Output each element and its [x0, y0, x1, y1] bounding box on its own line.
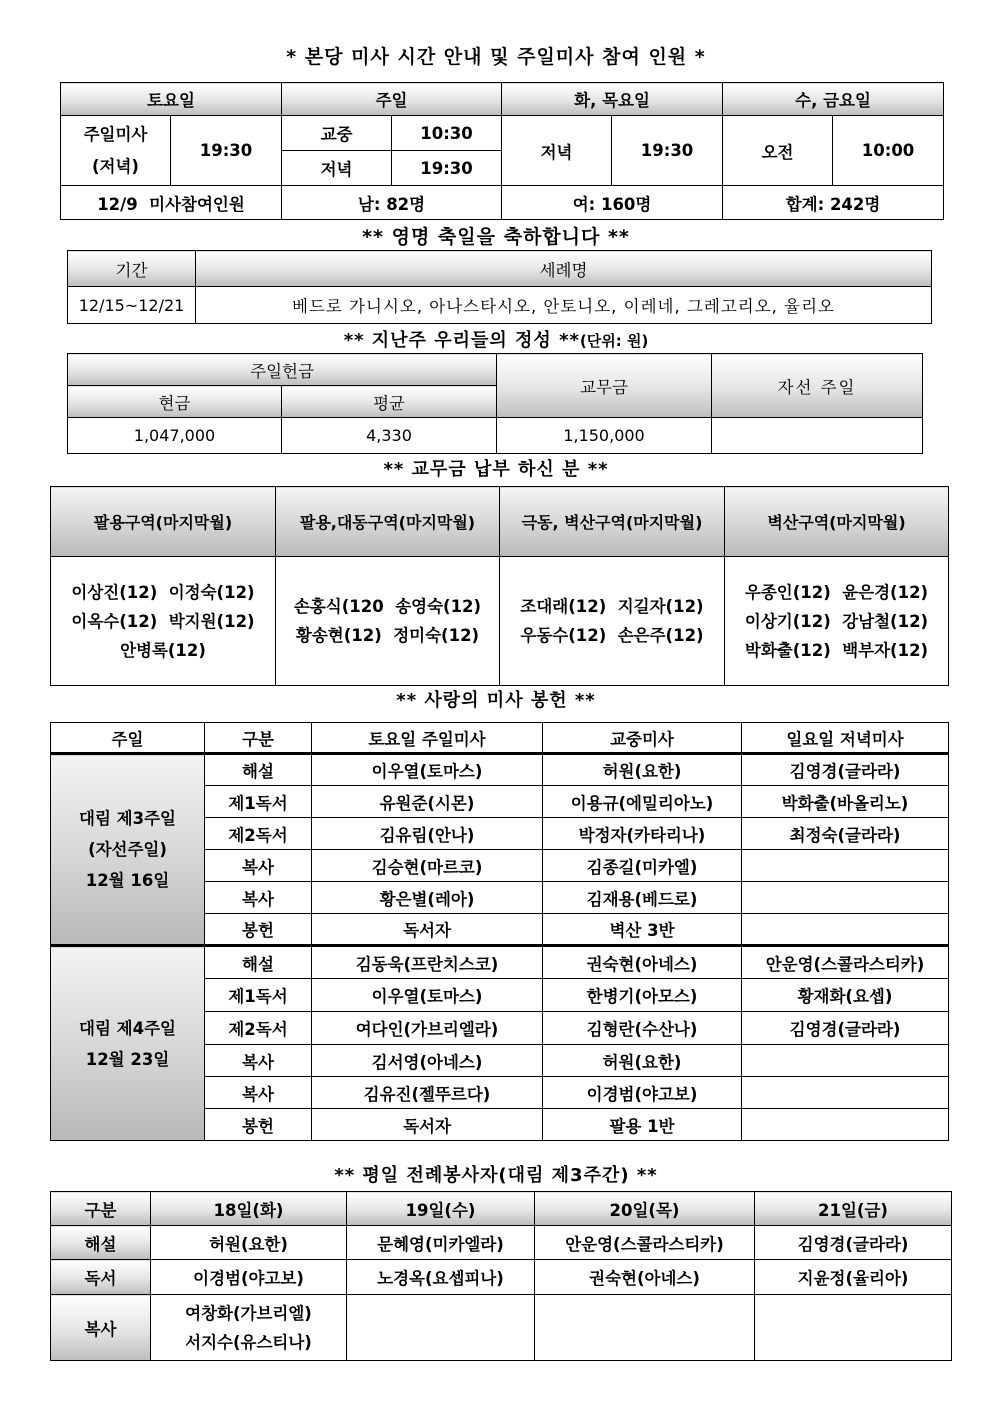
feast-table	[67, 250, 932, 324]
weekday-title: ** 평일 전례봉사자(대림 제3주간) **	[334, 1165, 658, 1186]
weekday-role-commentary: 해설	[51, 1226, 151, 1260]
love-header-main: 교중미사	[543, 723, 742, 754]
role-cell: 해설	[205, 946, 312, 979]
dues-header-geukdong-byeoksan: 극동, 벽산구역(마지막월)	[500, 487, 725, 557]
saturday-cell: 김서영(아네스)	[312, 1045, 543, 1077]
evening-cell: 황재화(요셉)	[742, 979, 949, 1012]
main-cell: 권숙현(아네스)	[543, 946, 742, 979]
sunday-main-time: 10:30	[392, 116, 502, 151]
weekday-header-wed: 19일(수)	[347, 1192, 535, 1226]
weekday-cell	[755, 1295, 952, 1361]
tue-thu-time: 19:30	[612, 116, 723, 186]
saturday-label-line1: 주일미사	[83, 124, 148, 144]
offering-unit: (단위: 원)	[579, 332, 649, 350]
dues-line: 황송현(12) 정미숙(12)	[295, 626, 480, 645]
saturday-time: 19:30	[171, 116, 282, 186]
dues-list-byeoksan	[725, 557, 949, 686]
week-label-line: 12월 23일	[85, 1049, 170, 1069]
dues-title: ** 교무금 납부 하신 분 **	[383, 459, 609, 480]
love-header-role: 구분	[205, 723, 312, 754]
weekday-cell: 안운영(스콜라스티카)	[535, 1226, 755, 1260]
dues-header-byeoksan: 벽산구역(마지막월)	[725, 487, 949, 557]
evening-cell	[742, 1077, 949, 1109]
weekday-cell: 이경범(야고보)	[151, 1260, 347, 1295]
feast-period-header: 기간	[68, 251, 196, 287]
main-cell: 이용규(에밀리아노)	[543, 786, 742, 818]
attendance-female: 여: 160명	[502, 186, 723, 220]
evening-cell: 최정숙(글라라)	[742, 818, 949, 850]
main-cell: 한병기(아모스)	[543, 979, 742, 1012]
offering-table	[67, 353, 923, 454]
weekday-role-reading: 독서	[51, 1260, 151, 1295]
main-cell: 김종길(미카엘)	[543, 850, 742, 882]
weekday-cell: 허원(요한)	[151, 1226, 347, 1260]
love-header-sunday: 주일	[51, 723, 205, 754]
weekday-role-server: 복사	[51, 1295, 151, 1361]
saturday-cell: 김승현(마르코)	[312, 850, 543, 882]
average-value: 4,330	[282, 418, 497, 454]
saturday-cell: 김유림(안나)	[312, 818, 543, 850]
role-cell: 해설	[205, 754, 312, 786]
saturday-cell: 이우열(토마스)	[312, 754, 543, 786]
charity-value	[712, 418, 923, 454]
dues-header-palyong-daedong: 팔용,대동구역(마지막월)	[276, 487, 500, 557]
dues-line: 우종인(12) 윤은경(12)	[744, 582, 929, 602]
dues-line: 이옥수(12) 박지원(12)	[71, 611, 255, 631]
main-cell: 허원(요한)	[543, 754, 742, 786]
role-cell: 복사	[205, 850, 312, 882]
tue-thu-label: 저녁	[502, 116, 612, 186]
attendance-total: 합계: 242명	[723, 186, 944, 220]
dues-line: 박화출(12) 백부자(12)	[744, 640, 929, 660]
evening-cell	[742, 1045, 949, 1077]
sunday-evening-label: 저녁	[282, 151, 392, 186]
role-cell: 봉헌	[205, 1109, 312, 1141]
dues-table	[50, 486, 949, 686]
header-tue-thu: 화, 목요일	[502, 83, 723, 116]
weekday-header-fri: 21일(금)	[755, 1192, 952, 1226]
weekday-cell: 여창화(가브리엘) 서지수(유스티나)	[151, 1295, 347, 1361]
average-header: 평균	[282, 386, 497, 418]
main-cell: 벽산 3반	[543, 914, 742, 946]
header-wed-fri: 수, 금요일	[723, 83, 944, 116]
feast-names-header: 세례명	[196, 251, 932, 287]
main-cell: 박정자(카타리나)	[543, 818, 742, 850]
dues-line: 안병록(12)	[120, 640, 206, 660]
cash-header: 현금	[68, 386, 282, 418]
saturday-cell: 이우열(토마스)	[312, 979, 543, 1012]
weekday-header-role: 구분	[51, 1192, 151, 1226]
saturday-cell: 황은별(레아)	[312, 882, 543, 914]
weekday-cell: 지윤정(율리아)	[755, 1260, 952, 1295]
wed-fri-time: 10:00	[833, 116, 944, 186]
dues-list-geukdong-byeoksan	[500, 557, 725, 686]
week-label-line: 12월 16일	[85, 871, 170, 890]
main-title: * 본당 미사 시간 안내 및 주일미사 참여 인원 *	[286, 46, 706, 68]
saturday-cell: 김동욱(프란치스코)	[312, 946, 543, 979]
weekday-header-thu: 20일(목)	[535, 1192, 755, 1226]
evening-cell	[742, 882, 949, 914]
love-mass-title: ** 사랑의 미사 봉헌 **	[396, 690, 596, 711]
mass-times-table	[60, 82, 944, 220]
saturday-label-line2: (저녁)	[92, 156, 139, 176]
dues-line: 조대래(12) 지길자(12)	[520, 597, 704, 616]
role-cell: 복사	[205, 882, 312, 914]
weekday-cell: 김영경(글라라)	[755, 1226, 952, 1260]
saturday-cell: 김유진(젤뚜르다)	[312, 1077, 543, 1109]
role-cell: 봉헌	[205, 914, 312, 946]
feast-names: 베드로 가니시오, 아나스타시오, 안토니오, 이레네, 그레고리오, 율리오	[196, 287, 932, 324]
evening-cell	[742, 914, 949, 946]
main-cell: 김재용(베드로)	[543, 882, 742, 914]
main-cell: 김형란(수산나)	[543, 1012, 742, 1045]
sunday-evening-time: 19:30	[392, 151, 502, 186]
header-saturday: 토요일	[61, 83, 282, 116]
feast-title: ** 영명 축일을 축하합니다 **	[362, 226, 630, 248]
saturday-cell: 독서자	[312, 1109, 543, 1141]
dues-list-palyong-daedong	[276, 557, 500, 686]
main-cell: 팔용 1반	[543, 1109, 742, 1141]
weekday-cell: 노경옥(요셉피나)	[347, 1260, 535, 1295]
week-label-advent4	[51, 946, 205, 1141]
week-label-line: 대림 제3주일	[79, 809, 176, 828]
offering-title: ** 지난주 우리들의 정성 **	[343, 330, 580, 351]
main-cell: 허원(요한)	[543, 1045, 742, 1077]
dues-header-palyong: 팔용구역(마지막월)	[51, 487, 276, 557]
wed-fri-label: 오전	[723, 116, 833, 186]
attendance-label: 12/9 미사참여인원	[61, 186, 282, 220]
dues-line: 우동수(12) 손은주(12)	[520, 626, 704, 645]
saturday-cell: 독서자	[312, 914, 543, 946]
dues-value: 1,150,000	[497, 418, 712, 454]
feast-period: 12/15~12/21	[68, 287, 196, 324]
weekday-cell: 문혜영(미카엘라)	[347, 1226, 535, 1260]
weekday-cell: 권숙현(아네스)	[535, 1260, 755, 1295]
attendance-male: 남: 82명	[282, 186, 502, 220]
dues-line: 이상진(12) 이정숙(12)	[71, 582, 255, 602]
cash-value: 1,047,000	[68, 418, 282, 454]
evening-cell	[742, 1109, 949, 1141]
weekday-cell	[347, 1295, 535, 1361]
love-header-saturday: 토요일 주일미사	[312, 723, 543, 754]
role-cell: 제1독서	[205, 979, 312, 1012]
weekday-header-tue: 18일(화)	[151, 1192, 347, 1226]
love-mass-table	[50, 722, 949, 1141]
weekday-table	[50, 1191, 952, 1361]
saturday-cell: 여다인(가브리엘라)	[312, 1012, 543, 1045]
dues-list-palyong	[51, 557, 276, 686]
header-sunday: 주일	[282, 83, 502, 116]
dues-line: 손홍식(120 송영숙(12)	[293, 597, 482, 616]
charity-header: 자선 주일	[712, 354, 923, 418]
evening-cell: 김영경(글라라)	[742, 754, 949, 786]
week-label-line: (자선주일)	[88, 840, 167, 859]
dues-header: 교무금	[497, 354, 712, 418]
main-cell: 이경범(야고보)	[543, 1077, 742, 1109]
role-cell: 제1독서	[205, 786, 312, 818]
sunday-collection-header: 주일헌금	[68, 354, 497, 386]
saturday-cell: 유원준(시몬)	[312, 786, 543, 818]
evening-cell: 박화출(바올리노)	[742, 786, 949, 818]
evening-cell: 안운영(스콜라스티카)	[742, 946, 949, 979]
role-cell: 복사	[205, 1077, 312, 1109]
evening-cell: 김영경(글라라)	[742, 1012, 949, 1045]
evening-cell	[742, 850, 949, 882]
weekday-cell	[535, 1295, 755, 1361]
role-cell: 복사	[205, 1045, 312, 1077]
offering-title-row	[0, 326, 992, 352]
week-label-line: 대림 제4주일	[79, 1018, 176, 1038]
sunday-main-label: 교중	[282, 116, 392, 151]
love-header-evening: 일요일 저녁미사	[742, 723, 949, 754]
role-cell: 제2독서	[205, 818, 312, 850]
dues-line: 이상기(12) 강남철(12)	[744, 611, 929, 631]
week-label-advent3	[51, 754, 205, 946]
saturday-label	[61, 116, 171, 186]
role-cell: 제2독서	[205, 1012, 312, 1045]
